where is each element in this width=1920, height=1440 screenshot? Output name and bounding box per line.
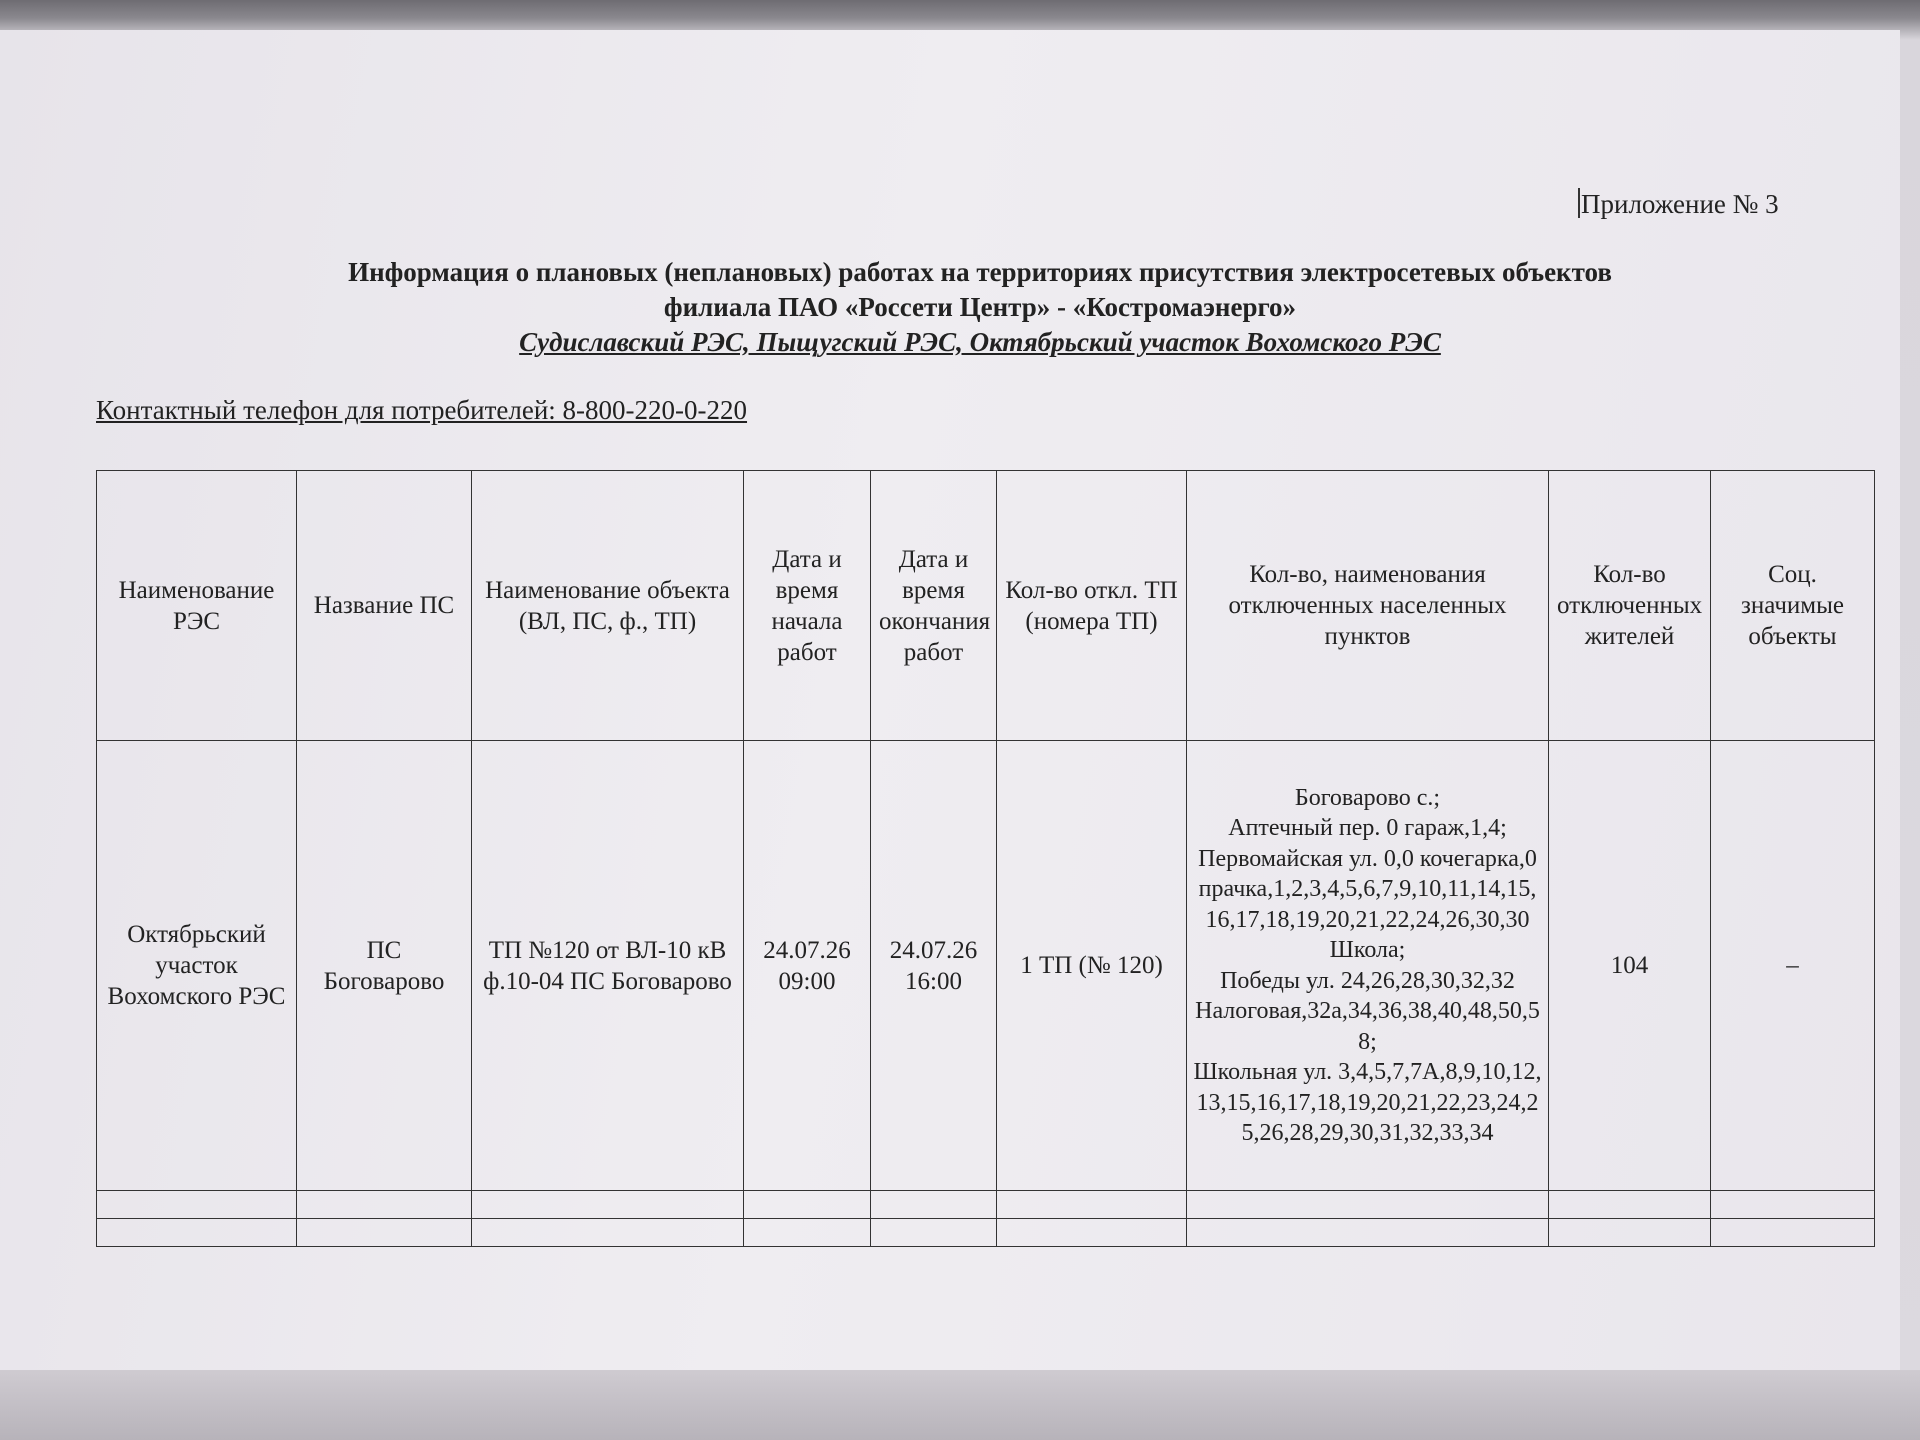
start-date: 24.07.26 <box>763 936 851 964</box>
contact-phone: Контактный телефон для потребителей: 8-800-220-0-220 <box>96 395 748 425</box>
place-line: Школьная ул. 3,4,5,7,7А,8,9,10,12,13,15,16,17,18,19,20,21,22,23,24,25,26,28,29,30,31,32,33,34 <box>1193 1059 1542 1146</box>
header-tp: Кол-во откл. ТП (номера ТП) <box>997 471 1187 741</box>
place-line: Налоговая,32а,34,36,38,40,48,50,58; <box>1195 998 1540 1055</box>
title-line-2: филиала ПАО «Россети Центр» - «Костромаэнерго» <box>663 292 1297 322</box>
header-residents: Кол-во отключенных жителей <box>1549 471 1711 741</box>
header-start: Дата и время начала работ <box>744 471 871 741</box>
subtitle: Судиславский РЭС, Пыщугский РЭС, Октябрьский участок Вохомского РЭС <box>519 327 1441 357</box>
cell-end <box>871 741 997 1191</box>
end-date: 24.07.26 <box>889 936 978 964</box>
end-time: 16:00 <box>905 967 962 995</box>
empty-row <box>97 1219 1875 1247</box>
cell-residents: 104 <box>1549 741 1711 1191</box>
title-block <box>180 255 1780 360</box>
header-places: Кол-во, наименования отключенных населенных пунктов <box>1187 471 1549 741</box>
monitor-bottom-edge <box>0 1370 1920 1440</box>
header-object: Наименование объекта (ВЛ, ПС, ф., ТП) <box>472 471 744 741</box>
header-social: Соц. значимые объекты <box>1711 471 1875 741</box>
start-time: 09:00 <box>778 967 836 995</box>
cell-tp: 1 ТП (№ 120) <box>997 741 1187 1191</box>
header-end: Дата и время окончания работ <box>871 471 997 741</box>
cell-ps: ПС Боговарово <box>297 741 472 1191</box>
empty-row <box>97 1191 1875 1219</box>
place-line: Победы ул. 24,26,28,30,32,32 <box>1220 967 1515 994</box>
cell-start <box>744 741 871 1191</box>
header-ps: Название ПС <box>297 471 472 741</box>
appendix-label <box>1578 188 1808 220</box>
header-res: Наименование РЭС <box>97 471 297 741</box>
place-line: Аптечный пер. 0 гараж,1,4; <box>1228 815 1507 841</box>
cell-social: – <box>1711 741 1875 1191</box>
cell-res: Октябрьский участок Вохомского РЭС <box>97 741 297 1191</box>
title-line-1: Информация о плановых (неплановых) работах на территориях присутствия электросетевых объектов <box>348 257 1612 287</box>
appendix-text: Приложение № 3 <box>1581 189 1779 219</box>
place-line: Боговарово с.; <box>1294 784 1441 811</box>
place-line: Первомайская ул. 0,0 кочегарка,0 прачка,1,2,3,4,5,6,7,9,10,11,14,15,16,17,18,19,20,21,22,24,26,30,30 Школа; <box>1198 845 1537 963</box>
cell-object: ТП №120 от ВЛ-10 кВ ф.10-04 ПС Боговарово <box>472 741 744 1191</box>
document-page <box>0 30 1900 1370</box>
cell-places <box>1187 741 1549 1191</box>
works-table <box>96 470 1875 1247</box>
table-row <box>97 741 1875 1191</box>
table-header-row <box>97 471 1875 741</box>
text-cursor <box>1578 188 1580 218</box>
